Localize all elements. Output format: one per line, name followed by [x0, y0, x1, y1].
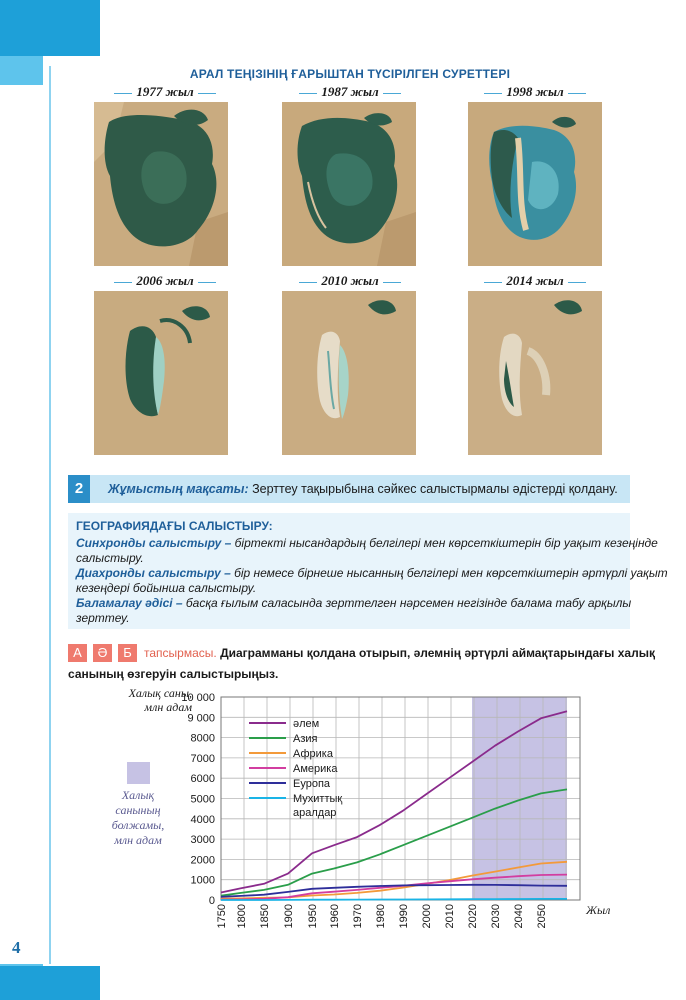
margin-line	[49, 66, 51, 964]
photo-year-label: 2014 жыл	[460, 273, 610, 289]
x-tick-label: 2000	[421, 904, 433, 929]
satellite-image-1977	[94, 102, 228, 266]
comparison-line: кезеңдері бойынша салыстыру.	[76, 581, 257, 595]
forecast-legend-label: Халық	[121, 788, 155, 802]
y-tick-label: 10 000	[181, 692, 215, 704]
comparison-line: Диахронды салыстыру – бір немесе бірнеше нысанның белгілері мен көрсеткіштерін әртүрлі уақыт	[76, 566, 668, 580]
photo-year-label: 2006 жыл	[90, 273, 240, 289]
task-badge-ae: Ә	[93, 644, 112, 662]
y-axis-title: млн адам	[144, 700, 192, 714]
y-tick-label: 1000	[190, 874, 215, 887]
corner-decoration-dark	[0, 0, 100, 56]
y-tick-label: 4000	[190, 813, 215, 826]
x-tick-label: 1990	[398, 904, 410, 929]
comparison-line: салыстыру.	[76, 551, 144, 565]
aim-description: Зерттеу тақырыбына сәйкес салыстырмалы әдістерді қолдану.	[252, 482, 618, 496]
x-tick-label: 1980	[375, 904, 387, 929]
y-tick-label: 6000	[190, 773, 215, 786]
y-tick-label: 8000	[190, 732, 215, 745]
aim-text	[108, 482, 618, 496]
series-line	[221, 875, 567, 900]
forecast-legend-label: млн адам	[114, 833, 162, 847]
plot-frame	[221, 697, 580, 900]
x-tick-label: 1960	[329, 904, 341, 929]
x-tick-label: 2030	[490, 904, 502, 929]
aim-label: Жұмыстың мақсаты:	[108, 482, 249, 496]
forecast-legend-label: санының	[115, 803, 161, 817]
x-tick-label: 1970	[352, 904, 364, 929]
comparison-title: ГЕОГРАФИЯДАҒЫ САЛЫСТЫРУ:	[76, 519, 273, 533]
satellite-image-1987	[282, 102, 416, 266]
legend-label: Мухиттық	[293, 793, 343, 805]
satellite-image-2006	[94, 291, 228, 455]
legend-label: Америка	[293, 763, 338, 775]
photo-year-label: 1977 жыл	[90, 84, 240, 100]
y-tick-label: 5000	[190, 793, 215, 806]
series-line	[221, 789, 567, 895]
photo-year-label: 1987 жыл	[275, 84, 425, 100]
task-badge-b: Б	[118, 644, 137, 662]
task-badge-a: А	[68, 644, 87, 662]
x-tick-label: 2050	[536, 904, 548, 929]
x-tick-label: 1800	[236, 904, 248, 929]
y-axis-title: Халық саны,	[128, 686, 192, 700]
legend-label: аралдар	[293, 807, 337, 819]
photo-year-label: 1998 жыл	[460, 84, 610, 100]
satellite-image-1998	[468, 102, 602, 266]
comparison-line: Баламалау әдісі – басқа ғылым саласында зерттелген нәрсемен негізінде балама табу арқылы	[76, 596, 632, 610]
comparison-line: Синхронды салыстыру – біртекті нысандардың белгілері мен көрсеткіштерін бір уақыт кезеңінде	[76, 536, 658, 550]
comparison-line: зерттеу.	[76, 611, 130, 625]
task-text-continued: санының өзгеруін салыстырыңыз.	[68, 667, 279, 681]
y-tick-label: 9 000	[187, 712, 215, 725]
legend-label: Африка	[293, 748, 333, 760]
page-number: 4	[12, 938, 21, 957]
legend-label: Азия	[293, 733, 318, 745]
satellite-image-2010	[282, 291, 416, 455]
y-tick-label: 0	[208, 895, 215, 907]
series-line	[221, 711, 567, 892]
x-tick-label: 1750	[216, 904, 228, 929]
y-tick-label: 3000	[190, 834, 215, 847]
y-tick-label: 2000	[190, 854, 215, 867]
forecast-legend-label: болжамы,	[111, 818, 165, 832]
legend-label: әлем	[293, 718, 320, 730]
forecast-band	[472, 697, 567, 900]
x-tick-label: 1850	[259, 904, 271, 929]
x-axis-title: Жыл	[586, 903, 611, 917]
x-tick-label: 2020	[467, 904, 479, 929]
bottom-decoration-dark	[0, 966, 100, 1000]
x-tick-label: 1950	[307, 904, 319, 929]
x-tick-label: 1900	[283, 904, 295, 929]
x-tick-label: 2040	[513, 904, 525, 929]
series-line	[221, 899, 567, 900]
series-line	[221, 885, 567, 897]
x-tick-label: 2010	[444, 904, 456, 929]
photo-section-title: АРАЛ ТЕҢІЗІНІҢ ҒАРЫШТАН ТҮСІРІЛГЕН СУРЕТТЕРІ	[189, 67, 511, 81]
y-tick-label: 7000	[190, 752, 215, 765]
aim-number: 2	[68, 475, 90, 503]
satellite-image-2014	[468, 291, 602, 455]
photo-year-label: 2010 жыл	[275, 273, 425, 289]
task-text: тапсырмасы. Диаграмманы қолдана отырып, әлемнің әртүрлі аймақтарындағы халық	[144, 646, 655, 660]
forecast-legend-swatch	[127, 762, 150, 784]
series-line	[221, 862, 567, 899]
legend-label: Еуропа	[293, 778, 331, 790]
